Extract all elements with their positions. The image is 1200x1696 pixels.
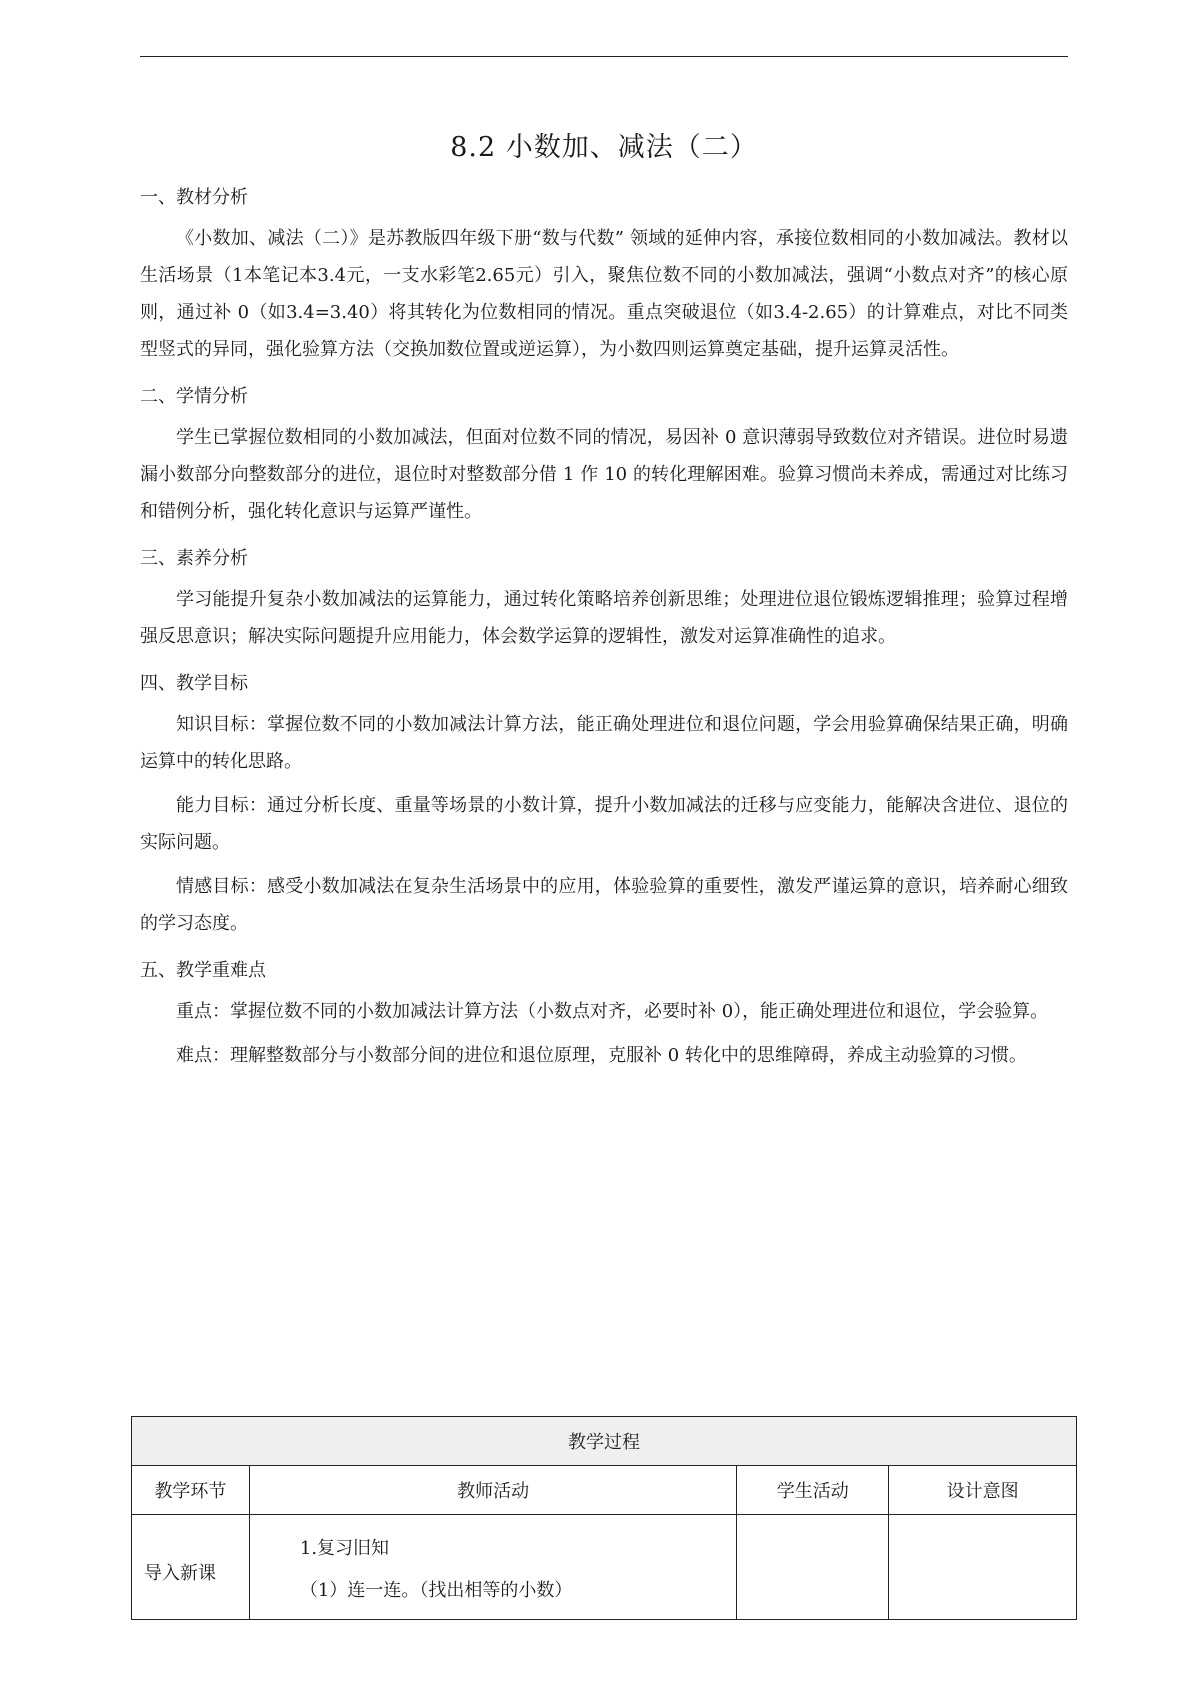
teaching-process-table (131, 1416, 1077, 1620)
ability-goal-paragraph: 能力目标：通过分析长度、重量等场景的小数计算，提升小数加减法的迁移与应变能力，能解决含进位、退位的实际问题。 (140, 795, 1068, 853)
column-header-stage: 教学环节 (132, 1466, 250, 1515)
column-header-design-intent: 设计意图 (889, 1466, 1077, 1515)
table-row (132, 1515, 1077, 1620)
stage-cell: 导入新课 (132, 1515, 250, 1620)
section-paragraph: 《小数加、减法（二）》是苏教版四年级下册“数与代数” 领域的延伸内容，承接位数相同的小数加减法。教材以生活场景（1本笔记本3.4元，一支水彩笔2.65元）引入，聚焦位数不同的小数加减法，强调“小数点对齐”的核心原则，通过补 0（如3.4=3.40）将其转化为位数相同的情况。重点突破退位（如3.4-2.65）的计算难点，对比不同类型竖式的异同，强化验算方法（交换加数位置或逆运算），为小数四则运算奠定基础，提升运算灵活性。 (140, 228, 1068, 360)
column-header-teacher-activity: 教师活动 (249, 1466, 736, 1515)
section-textbook-analysis (140, 176, 1068, 368)
design-intent-cell (889, 1515, 1077, 1620)
teaching-process-table-wrap (131, 1416, 1077, 1620)
student-activity-cell (737, 1515, 889, 1620)
teacher-activity-cell (249, 1515, 736, 1620)
document-body (140, 128, 1068, 1081)
teacher-activity-line: （1）连一连。（找出相等的小数） (299, 1580, 573, 1601)
page-title: 8.2 小数加、减法（二） (450, 132, 758, 163)
header-rule (140, 56, 1068, 57)
teacher-activity-line: 1.复习旧知 (299, 1538, 390, 1559)
key-point-paragraph: 重点：掌握位数不同的小数加减法计算方法（小数点对齐，必要时补 0），能正确处理进位和退位，学会验算。 (176, 1001, 1049, 1022)
section-literacy-analysis (140, 537, 1068, 655)
section-student-analysis (140, 375, 1068, 530)
column-header-student-activity: 学生活动 (737, 1466, 889, 1515)
difficulty-paragraph: 难点：理解整数部分与小数部分间的进位和退位原理，克服补 0 转化中的思维障碍，养成主动验算的习惯。 (176, 1045, 1027, 1066)
emotion-goal-paragraph: 情感目标：感受小数加减法在复杂生活场景中的应用，体验验算的重要性，激发严谨运算的意识，培养耐心细致的学习态度。 (140, 876, 1068, 934)
section-teaching-goals (140, 662, 1068, 942)
section-heading: 四、教学目标 (140, 673, 248, 694)
table-header-row (132, 1466, 1077, 1515)
table-caption-row (132, 1417, 1077, 1466)
section-heading: 二、学情分析 (140, 386, 248, 407)
section-heading: 五、教学重难点 (140, 960, 266, 981)
knowledge-goal-paragraph: 知识目标：掌握位数不同的小数加减法计算方法，能正确处理进位和退位问题，学会用验算确保结果正确，明确运算中的转化思路。 (140, 714, 1068, 772)
section-heading: 三、素养分析 (140, 548, 248, 569)
section-key-points (140, 949, 1068, 1074)
section-paragraph: 学习能提升复杂小数加减法的运算能力，通过转化策略培养创新思维；处理进位退位锻炼逻辑推理；验算过程增强反思意识；解决实际问题提升应用能力，体会数学运算的逻辑性，激发对运算准确性的追求。 (140, 589, 1068, 647)
table-caption: 教学过程 (132, 1417, 1077, 1466)
section-heading: 一、教材分析 (140, 187, 248, 208)
section-paragraph: 学生已掌握位数相同的小数加减法，但面对位数不同的情况，易因补 0 意识薄弱导致数位对齐错误。进位时易遗漏小数部分向整数部分的进位，退位时对整数部分借 1 作 10 的转化理解困难。验算习惯尚未养成，需通过对比练习和错例分析，强化转化意识与运算严谨性。 (140, 427, 1068, 522)
